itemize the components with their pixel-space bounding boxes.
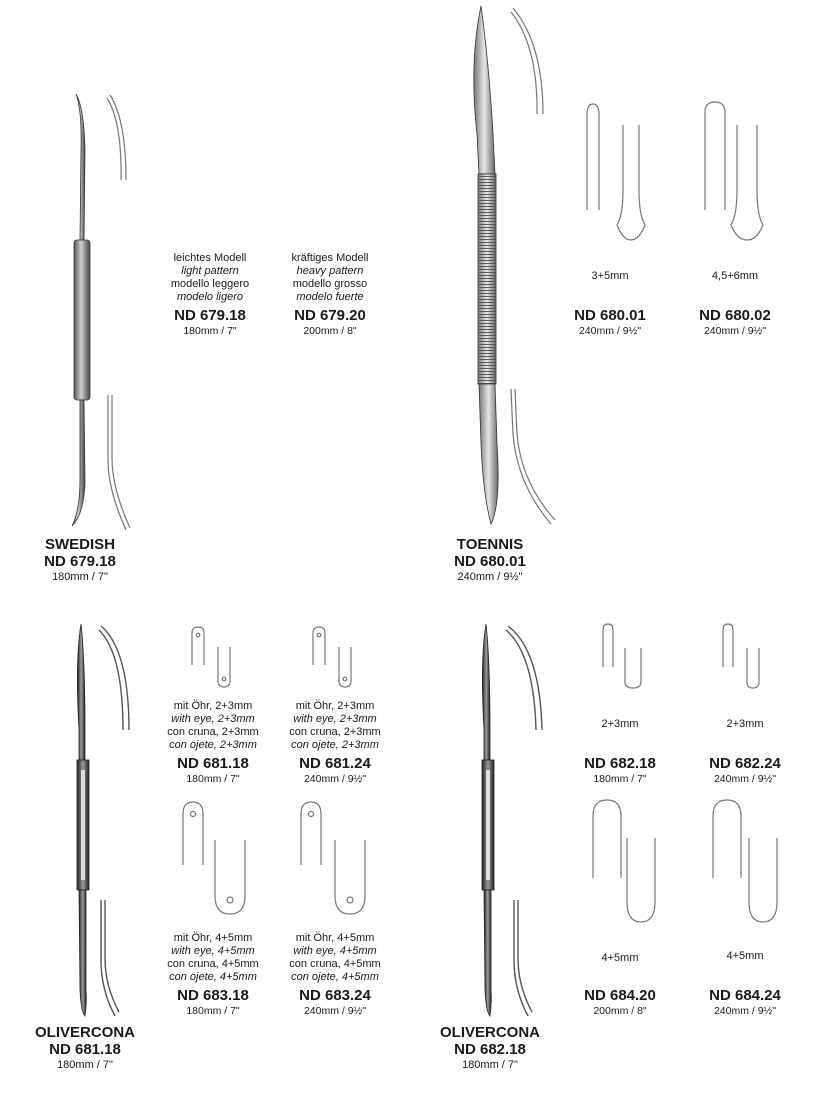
olivercona-variant-2-size: 240mm / 9½" [713,773,777,785]
olivercona-variant-2-dimensions: 2+3mm [726,718,764,730]
swedish-variant-2-description: kräftiges Modell heavy pattern modello grosso modelo fuerte [291,252,369,303]
olivercona-eye-variant-3-code: ND 683.18 [177,987,249,1004]
olivercona-dissector-illustration [470,620,560,1020]
olivercona-eye-tip-2-3mm-a-illustration [180,625,240,695]
olivercona-variant-1-dimensions: 2+3mm [601,718,639,730]
olivercona-eye-variant-3-size: 180mm / 7" [186,1005,240,1017]
toennis-size: 240mm / 9½" [457,571,523,583]
toennis-tip-3-5mm-illustration [575,100,665,245]
olivercona-variant-3-dimensions: 4+5mm [601,952,639,964]
olivercona-eye-tip-4-5mm-b-illustration [295,800,385,920]
swedish-variant-1-description: leichtes Modell light pattern modello leggero modelo ligero [170,252,250,303]
toennis-variant-2-dimensions: 4,5+6mm [711,270,759,282]
olivercona-tip-4-5mm-b-illustration [705,798,795,928]
swedish-name: SWEDISH [44,536,115,553]
olivercona-eye-size: 180mm / 7" [57,1059,113,1071]
olivercona-eye-variant-4-code: ND 683.24 [299,987,371,1004]
swedish-variant-1-code: ND 679.18 [174,307,246,324]
swedish-dissector-illustration [60,90,140,530]
olivercona-name: OLIVERCONA [439,1024,540,1041]
olivercona-eye-variant-4-description: mit Öhr, 4+5mm with eye, 4+5mm con cruna, 4+5mm con ojete, 4+5mm [289,932,381,983]
olivercona-tip-4-5mm-a-illustration [585,798,675,928]
olivercona-eye-variant-2-code: ND 681.24 [299,755,371,772]
swedish-variant-2-size: 200mm / 8" [303,325,357,337]
olivercona-eye-variant-3-description: mit Öhr, 4+5mm with eye, 4+5mm con cruna, 4+5mm con ojete, 4+5mm [167,932,259,983]
olivercona-variant-3-code: ND 684.20 [584,987,656,1004]
olivercona-variant-1-code: ND 682.18 [584,755,656,772]
toennis-variant-1-dimensions: 3+5mm [591,270,629,282]
toennis-code: ND 680.01 [454,553,526,570]
olivercona-eye-dissector-illustration [65,620,145,1020]
olivercona-code: ND 682.18 [454,1041,526,1058]
olivercona-eye-name: OLIVERCONA [34,1024,135,1041]
toennis-variant-2-code: ND 680.02 [699,307,771,324]
toennis-variant-1-code: ND 680.01 [574,307,646,324]
toennis-variant-2-size: 240mm / 9½" [703,325,767,337]
olivercona-variant-2-code: ND 682.24 [709,755,781,772]
olivercona-variant-4-size: 240mm / 9½" [713,1005,777,1017]
swedish-variant-2-code: ND 679.20 [294,307,366,324]
olivercona-eye-variant-1-description: mit Öhr, 2+3mm with eye, 2+3mm con cruna, 2+3mm con ojete, 2+3mm [167,700,259,751]
olivercona-eye-code: ND 681.18 [49,1041,121,1058]
toennis-tip-4-5-6mm-illustration [695,100,785,245]
olivercona-tip-2-3mm-a-illustration [595,622,655,692]
olivercona-eye-variant-1-code: ND 681.18 [177,755,249,772]
olivercona-eye-tip-2-3mm-b-illustration [305,625,365,695]
olivercona-eye-variant-2-description: mit Öhr, 2+3mm with eye, 2+3mm con cruna, 2+3mm con ojete, 2+3mm [289,700,381,751]
olivercona-variant-4-dimensions: 4+5mm [726,950,764,962]
swedish-variant-1-size: 180mm / 7" [183,325,237,337]
olivercona-size: 180mm / 7" [462,1059,518,1071]
olivercona-eye-variant-1-size: 180mm / 7" [186,773,240,785]
toennis-variant-1-size: 240mm / 9½" [578,325,642,337]
olivercona-eye-tip-4-5mm-a-illustration [175,800,265,920]
olivercona-variant-1-size: 180mm / 7" [593,773,647,785]
toennis-name: TOENNIS [456,536,524,553]
swedish-code: ND 679.18 [44,553,116,570]
olivercona-tip-2-3mm-b-illustration [715,622,775,692]
olivercona-variant-4-code: ND 684.24 [709,987,781,1004]
toennis-dissector-illustration [455,4,565,534]
olivercona-variant-3-size: 200mm / 8" [593,1005,647,1017]
swedish-size: 180mm / 7" [52,571,108,583]
olivercona-eye-variant-4-size: 240mm / 9½" [303,1005,367,1017]
olivercona-eye-variant-2-size: 240mm / 9½" [303,773,367,785]
